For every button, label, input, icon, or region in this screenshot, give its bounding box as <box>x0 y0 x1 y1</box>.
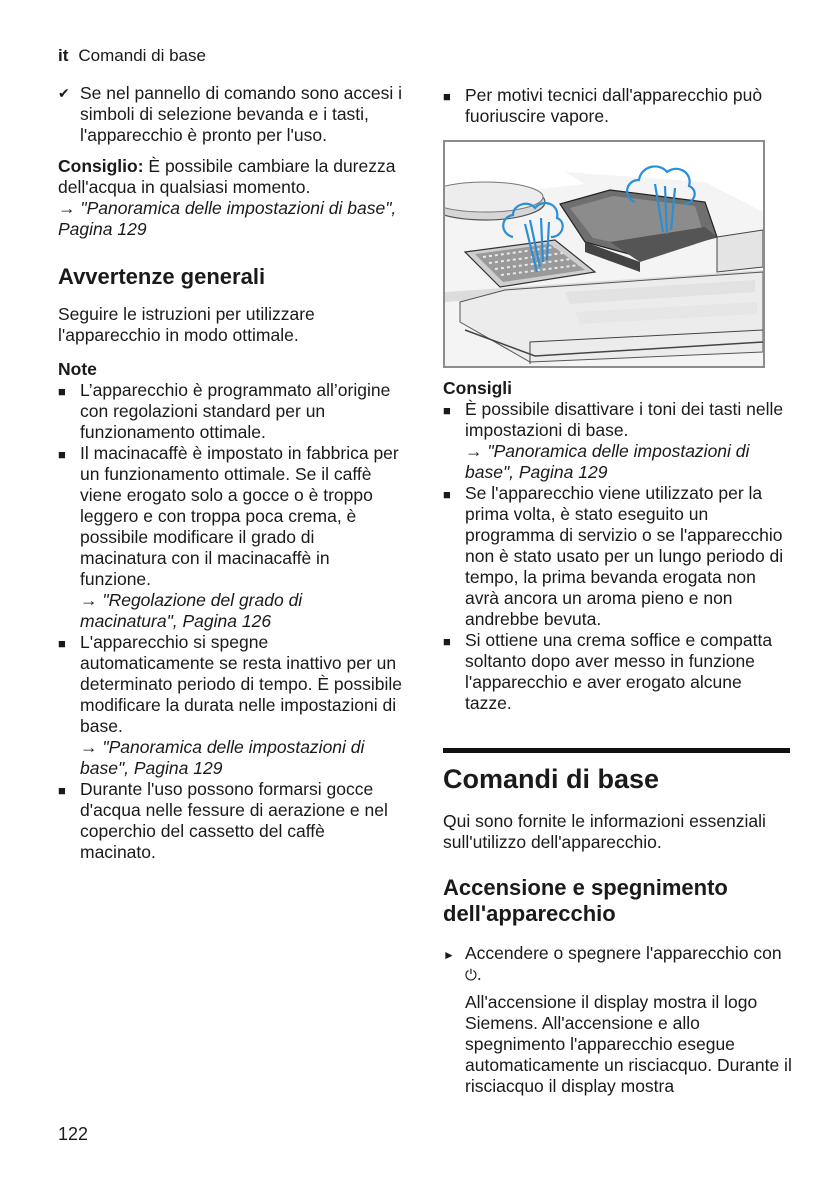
tip-text: È possibile disattivare i toni dei tasti nelle impostazioni di base. <box>465 399 784 440</box>
tips-list <box>443 399 793 714</box>
page-number: 122 <box>58 1124 89 1144</box>
tip-text: Si ottiene una crema soffice e compatta soltanto dopo aver messo in funzione l'apparecchio e aver erogato alcune tazze. <box>465 630 773 713</box>
section-divider <box>443 748 790 753</box>
steam-note-item <box>443 85 793 127</box>
language-code: it <box>58 46 69 65</box>
note-text: L'apparecchio si spegne automaticamente se resta inattivo per un determinato periodo di tempo. È possibile modificare la durata nelle impostazioni di base. <box>80 632 402 736</box>
notes-list <box>58 380 403 863</box>
power-heading: Accensione e spegnimento dell'apparecchio <box>443 875 728 926</box>
steam-illustration <box>443 140 765 368</box>
section-intro: Qui sono fornite le informazioni essenziali sull'utilizzo dell'apparecchio. <box>443 811 766 852</box>
note-text: Durante l'uso possono formarsi gocce d'acqua nelle fessure di aerazione e nel coperchio del cassetto del caffè macinato. <box>80 779 388 862</box>
list-item <box>58 380 403 443</box>
section-title: Comandi di base <box>443 764 660 794</box>
note-text: Il macinacaffè è impostato in fabbrica per un funzionamento ottimale. Se il caffè viene erogato solo a gocce o è troppo leggero e con troppa poca crema, è possibile modificare il grado di macinatura con il macinacaffè in funzione. <box>80 443 399 589</box>
list-item <box>58 632 403 779</box>
note-reference: → "Panoramica delle impostazioni di base", Pagina 129 <box>80 737 365 778</box>
note-text: L’apparecchio è programmato all’origine con regolazioni standard per un funzionamento ottimale. <box>80 380 391 442</box>
checkmark-icon: ✔ <box>58 85 70 101</box>
tip-text: Se l'apparecchio viene utilizzato per la prima volta, è stato eseguito un programma di servizio o se l'apparecchio non è stato usato per un lungo periodo di tempo, la prima bevanda erogata non avrà ancora un aroma pieno e non andrebbe bevuta. <box>465 483 784 629</box>
tip-paragraph <box>58 156 403 240</box>
tip-label: Consiglio: <box>58 156 144 176</box>
step-text-before: Accendere o spegnere l'apparecchio con <box>465 943 782 963</box>
bullet-icon: ■ <box>443 403 451 418</box>
general-heading: Avvertenze generali <box>58 264 266 289</box>
list-item <box>443 483 793 630</box>
step-arrow-icon: ► <box>443 948 455 962</box>
note-title: Note <box>58 359 97 379</box>
bullet-icon: ■ <box>58 384 66 399</box>
bullet-icon: ■ <box>58 783 66 798</box>
step-text-after: . <box>476 964 482 984</box>
ready-check-text: Se nel pannello di comando sono accesi i simboli di selezione bevanda e i tasti, l'apparecchio è pronto per l'uso. <box>80 83 403 145</box>
tip-text: È possibile cambiare la durezza dell'acqua in qualsiasi momento. <box>58 156 396 197</box>
left-column <box>58 83 403 863</box>
bullet-icon: ■ <box>443 89 451 104</box>
step-result: All'accensione il display mostra il logo Siemens. All'accensione e allo spegnimento l'apparecchio esegue automaticamente un risciacquo. Durante il risciacquo il display mostra <box>465 992 792 1096</box>
bullet-icon: ■ <box>58 636 66 651</box>
list-item <box>58 779 403 863</box>
coffee-machine-steam-illustration <box>445 142 763 366</box>
list-item <box>443 630 793 714</box>
bullet-icon: ■ <box>443 634 451 649</box>
steam-note-text: Per motivi tecnici dall'apparecchio può fuoriuscire vapore. <box>465 85 763 126</box>
general-intro: Seguire le istruzioni per utilizzare l'apparecchio in modo ottimale. <box>58 304 315 345</box>
right-column <box>443 85 793 1097</box>
tip-reference: → "Panoramica delle impostazioni di base", Pagina 129 <box>58 198 397 239</box>
running-header <box>58 45 206 66</box>
bullet-icon: ■ <box>443 487 451 502</box>
list-item <box>443 399 793 483</box>
note-reference: → "Regolazione del grado di macinatura", Pagina 126 <box>80 590 303 631</box>
ready-check-item <box>58 83 403 146</box>
power-step <box>443 943 793 986</box>
list-item <box>58 443 403 632</box>
tip-reference: → "Panoramica delle impostazioni di base", Pagina 129 <box>465 441 750 482</box>
tips-title: Consigli <box>443 378 513 398</box>
power-icon: ⏻ <box>465 967 477 984</box>
header-title: Comandi di base <box>78 46 206 65</box>
bullet-icon: ■ <box>58 447 66 462</box>
